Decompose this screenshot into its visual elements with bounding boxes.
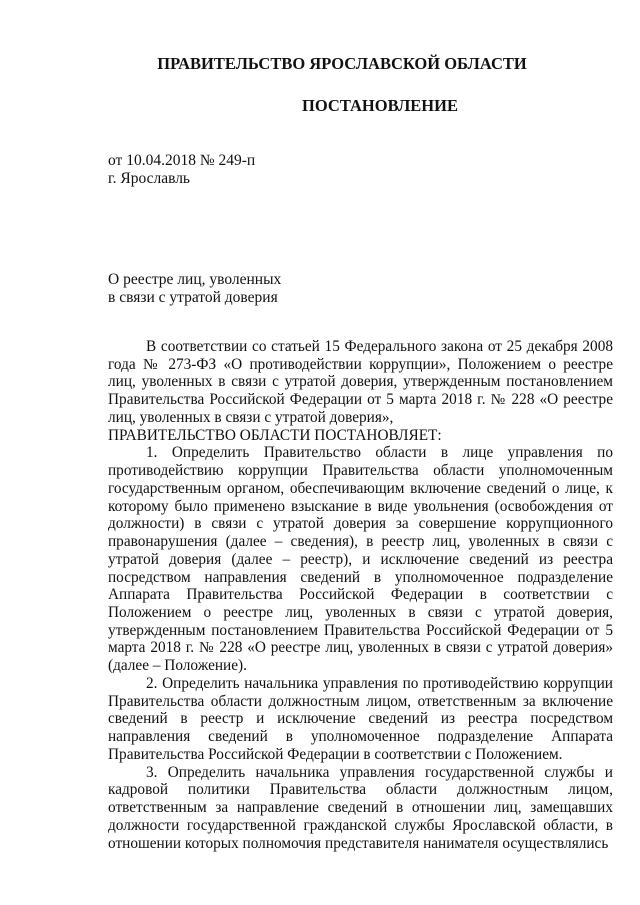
- document-subject: [108, 271, 281, 307]
- preamble-paragraph: В соответствии со статьей 15 Федерального закона от 25 декабря 2008 года № 273-ФЗ «О противодействии коррупции», Положением о реестре лиц, уволенных в связи с утратой доверия, утвержденным постановлением Правительства Российской Федерации от 5 марта 2018 г. № 228 «О реестре лиц, уволенных в связи с утратой доверия»,: [108, 338, 613, 426]
- government-title: ПРАВИТЕЛЬСТВО ЯРОСЛАВСКОЙ ОБЛАСТИ: [157, 54, 527, 73]
- document-type-title: ПОСТАНОВЛЕНИЕ: [302, 96, 458, 115]
- document-city: г. Ярославль: [108, 170, 190, 187]
- document-date-number: от 10.04.2018 № 249-п: [108, 152, 256, 169]
- document-body: [108, 338, 613, 852]
- resolution-heading: ПРАВИТЕЛЬСТВО ОБЛАСТИ ПОСТАНОВЛЯЕТ:: [108, 426, 442, 444]
- clause-paragraph-1: 1. Определить Правительство области в лице управления по противодействию коррупции Правительства области уполномоченным государственным органом, обеспечивающим включение сведений о лице, к которому было применено взыскание в виде увольнения (освобождения от должности) в связи с утратой доверия за совершение коррупционного правонарушения (далее – сведения), в реестр лиц, уволенных в связи с утратой доверия (далее – реестр), и исключение сведений из реестра посредством направления сведений в уполномоченное подразделение Аппарата Правительства Российской Федерации в соответствии с Положением о реестре лиц, уволенных в связи с утратой доверия, утвержденным постановлением Правительства Российской Федерации от 5 марта 2018 г. № 228 «О реестре лиц, уволенных в связи с утратой доверия» (далее – Положение).: [108, 444, 613, 675]
- subject-line: в связи с утратой доверия: [108, 289, 278, 306]
- clause-paragraph-2: 2. Определить начальника управления по противодействию коррупции Правительства области должностным лицом, ответственным за включение сведений в реестр и исключение сведений из реестра посредством направления сведений в уполномоченное подразделение Аппарата Правительства Российской Федерации в соответствии с Положением.: [108, 674, 613, 763]
- clause-paragraph-3: 3. Определить начальника управления государственной службы и кадровой политики Правительства области должностным лицом, ответственным за направление сведений в отношении лиц, замещавших должности государственной гражданской службы Ярославской области, в отношении которых полномочия представителя нанимателя осуществлялись: [108, 763, 613, 852]
- subject-line: О реестре лиц, уволенных: [108, 271, 282, 288]
